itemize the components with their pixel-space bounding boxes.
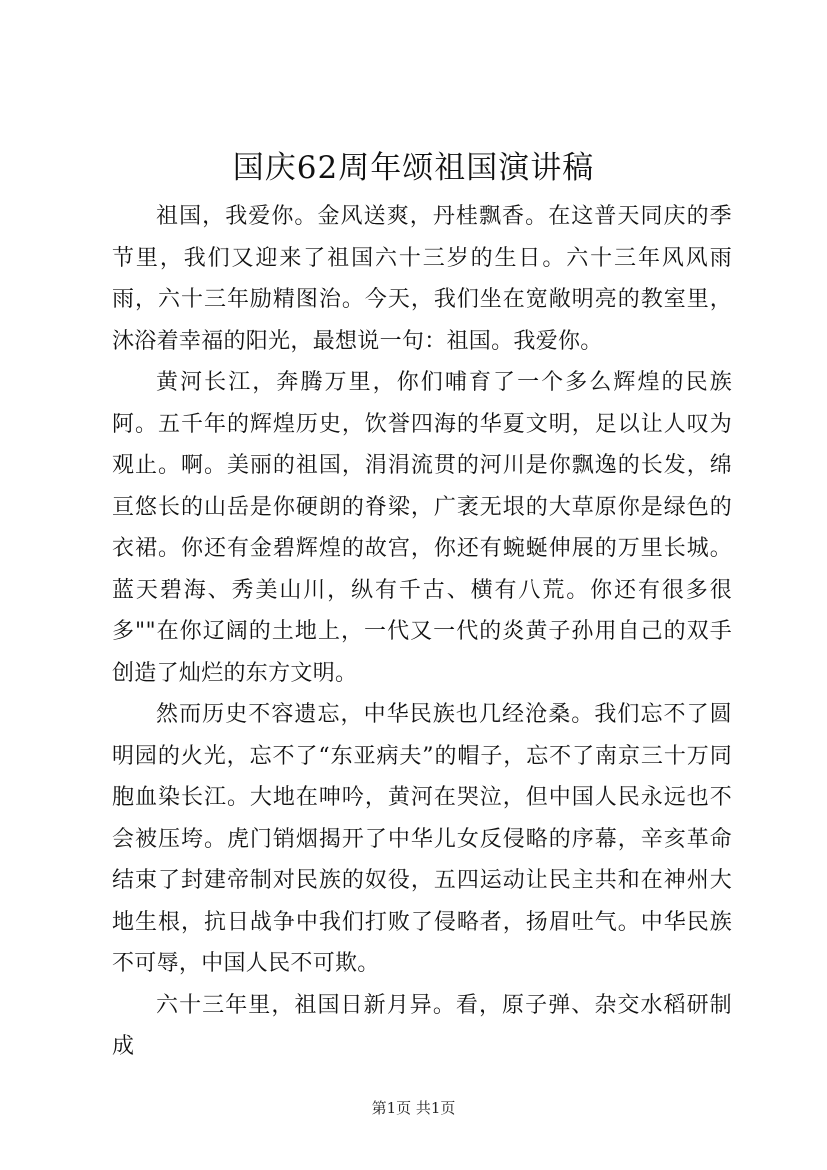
document-body [112,196,732,1068]
paragraph: 六十三年里，祖国日新月异。看，原子弹、杂交水稻研制成 [112,992,732,1059]
paragraph: 然而历史不容遗忘，中华民族也几经沧桑。我们忘不了圆明园的火光，忘不了“东亚病夫”的帽子，忘不了南京三十万同胞血染长江。大地在呻吟，黄河在哭泣，但中国人民永远也不会被压垮。虎门销烟揭开了中华儿女反侵略的序幕，辛亥革命结束了封建帝制对民族的奴役，五四运动让民主共和在神州大地生根，抗日战争中我们打败了侵略者，扬眉吐气。中华民族不可辱，中国人民不可欺。 [112,702,732,976]
document-title: 国庆62周年颂祖国演讲稿 [232,150,595,186]
paragraph: 黄河长江，奔腾万里，你们哺育了一个多么辉煌的民族阿。五千年的辉煌历史，饮誉四海的华夏文明，足以让人叹为观止。啊。美丽的祖国，涓涓流贯的河川是你飘逸的长发，绵亘悠长的山岳是你硬朗的脊梁，广袤无垠的大草原你是绿色的衣裙。你还有金碧辉煌的故宫，你还有蜿蜒伸展的万里长城。蓝天碧海、秀美山川，纵有千古、横有八荒。你还有很多很多""在你辽阔的土地上，一代又一代的炎黄子孙用自己的双手创造了灿烂的东方文明。 [112,370,732,686]
page-number-footer: 第1页 共1页 [371,1099,456,1117]
paragraph: 祖国，我爱你。金风送爽，丹桂飘香。在这普天同庆的季节里，我们又迎来了祖国六十三岁的生日。六十三年风风雨雨，六十三年励精图治。今天，我们坐在宽敞明亮的教室里，沐浴着幸福的阳光，最想说一句：祖国。我爱你。 [112,204,732,354]
